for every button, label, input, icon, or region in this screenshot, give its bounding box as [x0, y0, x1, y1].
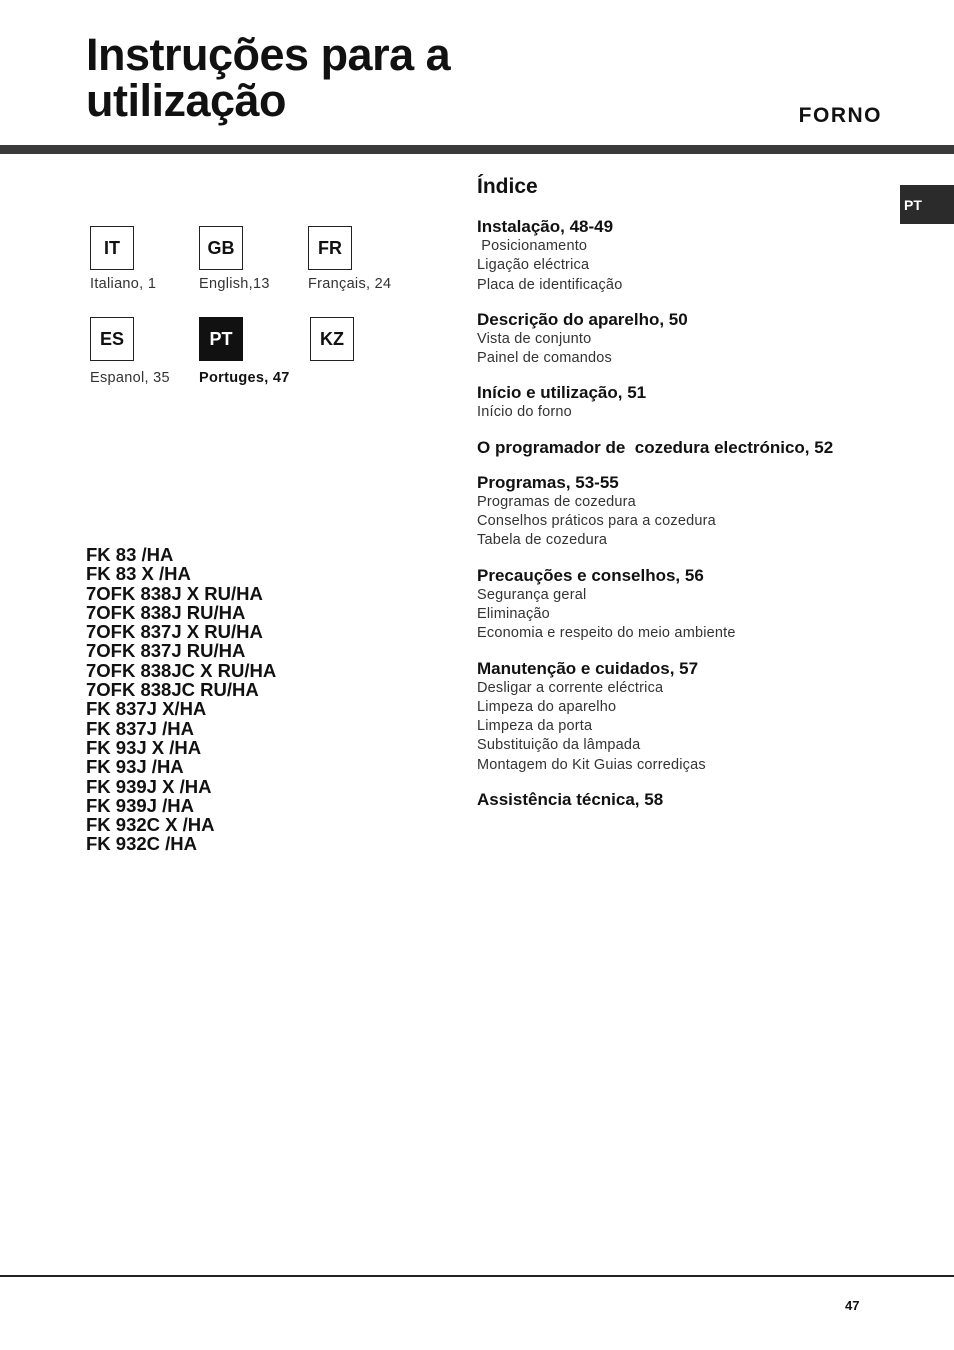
model-item: FK 837J X/HA: [86, 698, 207, 720]
language-label: Français, 24: [308, 276, 392, 292]
toc-section-installation: [477, 217, 877, 295]
toc-section-maintenance: [477, 659, 877, 775]
model-item: FK 93J /HA: [86, 756, 184, 778]
toc-item: Economia e respeito do meio ambiente: [477, 625, 736, 642]
toc-item: Vista de conjunto: [477, 330, 592, 347]
model-item: 7OFK 838JC X RU/HA: [86, 659, 277, 681]
model-item: FK 939J X /HA: [86, 775, 212, 797]
header-divider: [0, 145, 954, 154]
language-label: English,13: [199, 276, 270, 292]
page-title-line-2: utilização: [86, 75, 287, 126]
toc-section-title: Precauções e conselhos, 56: [477, 565, 704, 585]
page-title: [86, 29, 451, 126]
toc-item: Ligação eléctrica: [477, 257, 590, 274]
toc-item: Desligar a corrente eléctrica: [477, 679, 664, 696]
toc-item: Limpeza da porta: [477, 718, 593, 735]
toc-item: Posicionamento: [477, 238, 588, 254]
language-code-box: PT: [199, 317, 243, 361]
toc-section-title: Descrição do aparelho, 50: [477, 309, 688, 329]
toc-item: Conselhos práticos para a cozedura: [477, 513, 716, 530]
language-code-box: FR: [308, 226, 352, 270]
model-item: 7OFK 837J X RU/HA: [86, 621, 263, 643]
toc-section-programs: [477, 473, 877, 551]
product-name: FORNO: [798, 104, 882, 127]
language-label: Italiano, 1: [90, 276, 157, 292]
model-item: FK 83 X /HA: [86, 563, 191, 585]
toc-section-title: Programas, 53-55: [477, 472, 619, 492]
toc-item: Eliminação: [477, 605, 550, 622]
model-item: FK 932C X /HA: [86, 814, 215, 836]
toc-item: Segurança geral: [477, 586, 587, 603]
toc-section-start: [477, 383, 877, 422]
toc-section-precautions: [477, 566, 877, 644]
model-item: FK 83 /HA: [86, 544, 174, 565]
model-item: 7OFK 837J RU/HA: [86, 640, 246, 662]
model-list: [86, 545, 276, 854]
language-code-box: GB: [199, 226, 243, 270]
language-code-box: IT: [90, 226, 134, 270]
model-item: FK 837J /HA: [86, 717, 194, 739]
page-title-line-1: Instruções para a: [86, 29, 451, 80]
toc-item: Placa de identificação: [477, 276, 623, 293]
toc-section-title: Instalação, 48-49: [477, 217, 614, 236]
language-code-box: KZ: [310, 317, 354, 361]
toc-item: Tabela de cozedura: [477, 532, 608, 549]
language-grid: [90, 226, 420, 396]
model-item: 7OFK 838J RU/HA: [86, 601, 246, 623]
toc-item: Substituição da lâmpada: [477, 737, 641, 754]
page-number: 47: [845, 1298, 860, 1313]
language-fr[interactable]: [308, 226, 438, 292]
table-of-contents: [477, 175, 877, 825]
toc-section-title: Assistência técnica, 58: [477, 790, 664, 810]
toc-section-programmer: [477, 438, 877, 458]
toc-item: Limpeza do aparelho: [477, 698, 617, 715]
language-side-tab: PT: [900, 185, 954, 224]
toc-section-title: Início e utilização, 51: [477, 383, 647, 403]
model-item: FK 93J X /HA: [86, 736, 202, 758]
toc-item: Painel de comandos: [477, 350, 612, 367]
toc-item: Montagem do Kit Guias corrediças: [477, 756, 706, 773]
model-item: 7OFK 838J X RU/HA: [86, 582, 263, 604]
language-label: Espanol, 35: [90, 370, 170, 386]
model-item: FK 939J /HA: [86, 794, 194, 816]
toc-title: Índice: [477, 175, 538, 198]
language-label: Portuges, 47: [199, 370, 290, 386]
model-item: 7OFK 838JC RU/HA: [86, 679, 259, 701]
model-item: FK 932C /HA: [86, 833, 198, 855]
language-code-box: ES: [90, 317, 134, 361]
toc-section-assistance: [477, 790, 877, 810]
toc-section-description: [477, 310, 877, 369]
toc-item: Início do forno: [477, 404, 572, 421]
toc-section-title: Manutenção e cuidados, 57: [477, 658, 699, 678]
toc-item: Programas de cozedura: [477, 493, 636, 510]
language-kz[interactable]: [310, 317, 440, 361]
toc-section-title: O programador de cozedura electrónico, 52: [477, 437, 834, 457]
footer-divider: [0, 1275, 954, 1277]
